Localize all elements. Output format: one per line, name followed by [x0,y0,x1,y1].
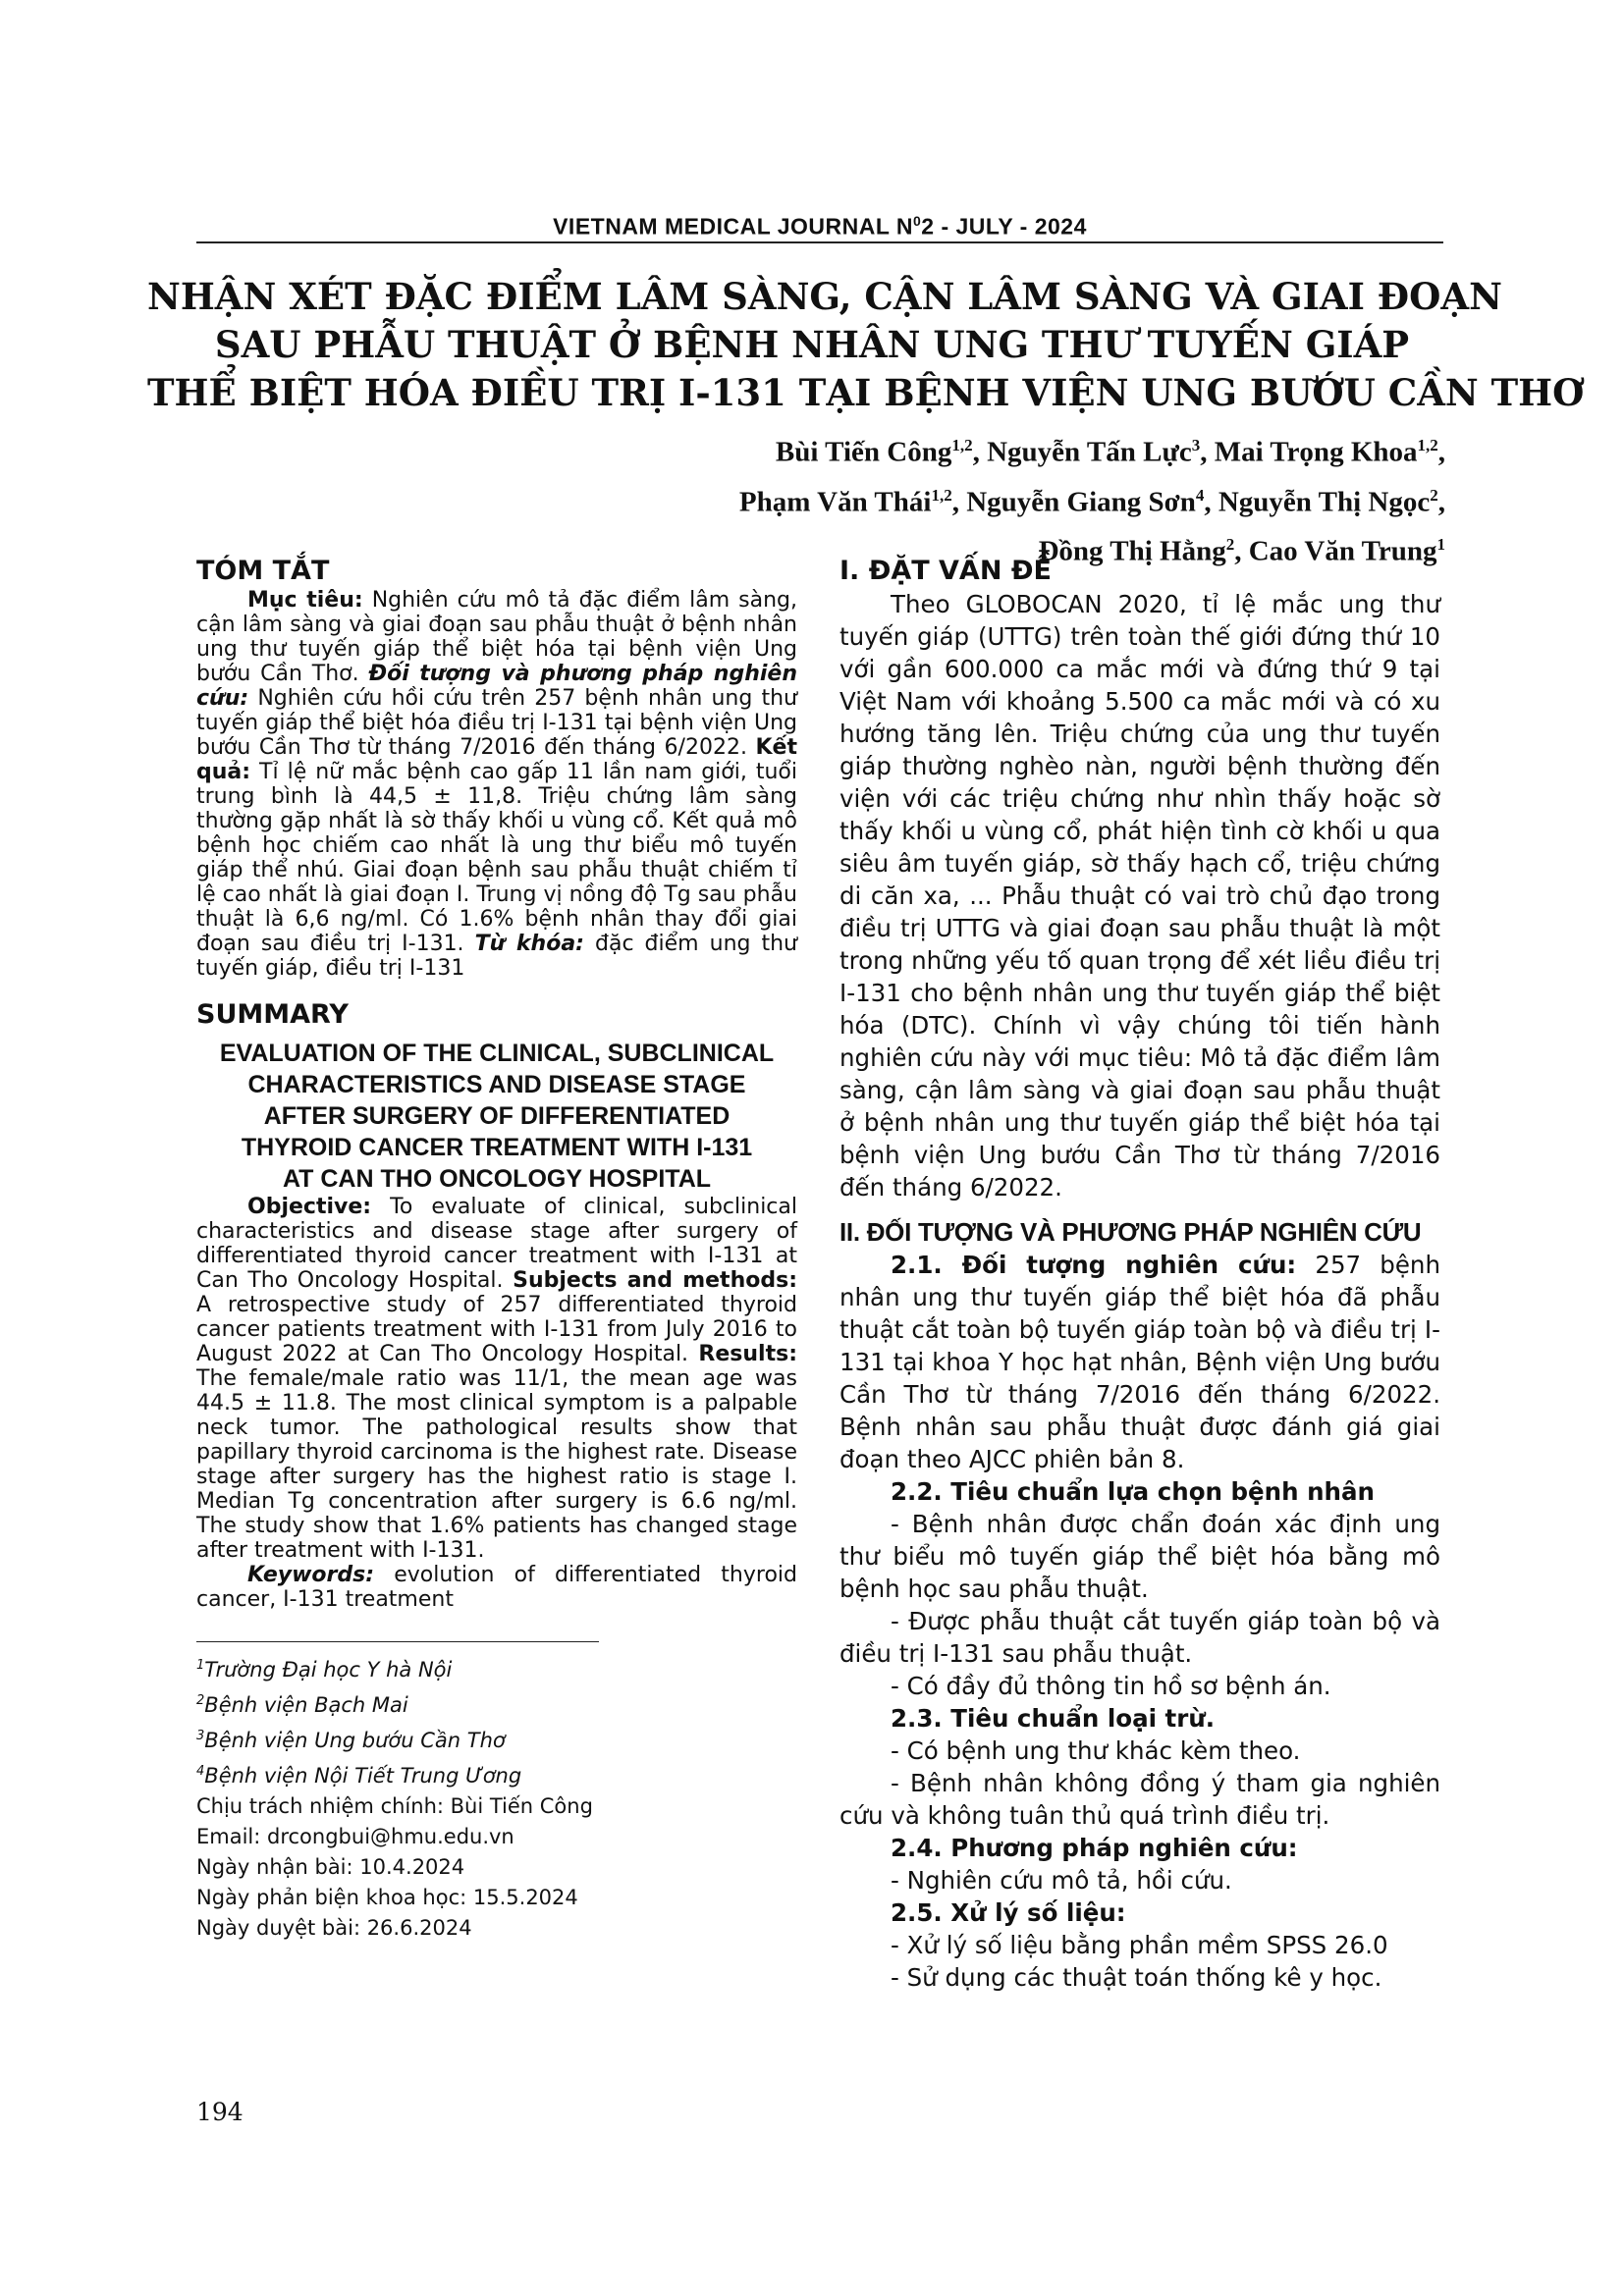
author-affiliation-sup: 1,2 [951,436,973,454]
results-label-vi: Kết quả: [196,735,797,784]
author-name: Bùi Tiến Công [775,436,952,468]
author-name: Phạm Văn Thái [738,486,932,518]
s25-heading: 2.5. Xử lý số liệu: [891,1898,1126,1927]
journal-name: VIETNAM MEDICAL JOURNAL N [553,213,913,240]
right-column [839,555,1440,1994]
s24-item: - Nghiên cứu mô tả, hồi cứu. [891,1866,1232,1895]
results-label-en: Results: [698,1342,797,1366]
footnote-sup: 4 [196,1764,205,1779]
methods-text-vi: Nghiên cứu hồi cứu trên 257 bệnh nhân ung thư tuyến giáp thể biệt hóa điều trị I-131 tại bệnh viện Ung bướu Cần Thơ từ tháng 7/2016 đến tháng 6/2022. [196,686,797,760]
s22-heading: 2.2. Tiêu chuẩn lựa chọn bệnh nhân [891,1477,1375,1506]
author-affiliation-sup: 1,2 [931,485,952,505]
abstract-vi-body [196,588,797,981]
keywords-text-en: evolution of differentiated thyroid cancer, I-131 treatment [196,1563,797,1612]
abstract-vi-heading: TÓM TẮT [196,556,330,586]
left-column [196,555,797,1944]
s21-label: 2.1. Đối tượng nghiên cứu: [891,1251,1297,1279]
s23-item: - Có bệnh ung thư khác kèm theo. [891,1736,1301,1765]
summary-title-line: AT CAN THO ONCOLOGY HOSPITAL [282,1165,712,1193]
title-line: NHẬN XÉT ĐẶC ĐIỂM LÂM SÀNG, CẬN LÂM SÀNG VÀ GIAI ĐOẠN [147,275,1502,318]
footnote-sup: 3 [196,1729,205,1743]
footnote-sup: 2 [196,1693,205,1708]
author-line [739,474,1445,524]
summary-title-line: AFTER SURGERY OF DIFFERENTIATED [263,1102,731,1130]
methods-label-en: Subjects and methods: [513,1268,797,1293]
footnote-divider [196,1641,599,1642]
s22-item: - Được phẫu thuật cắt tuyến giáp toàn bộ và điều trị I-131 sau phẫu thuật. [839,1607,1440,1668]
author-separator: , [1437,486,1445,518]
s22-item: - Có đầy đủ thông tin hồ sơ bệnh án. [891,1672,1331,1700]
summary-title-line: THYROID CANCER TREATMENT WITH I-131 [241,1134,753,1161]
methods-label-vi: Đối tượng và phương pháp nghiên cứu: [196,662,797,711]
keywords-text-vi: đặc điểm ung thư tuyến giáp, điều trị I-131 [196,932,797,981]
author-separator: , [1437,436,1445,468]
objective-text-en: To evaluate of clinical, subclinical characteristics and disease stage after surgery of differentiated thyroid cancer treatment with I-131 at Can Tho Oncology Hospital. [196,1195,797,1293]
author-name: Nguyễn Giang Sơn [966,486,1196,518]
summary-heading: SUMMARY [196,999,349,1030]
author-affiliation-sup: 1,2 [1417,436,1438,454]
author-name: Cao Văn Trung [1248,535,1437,567]
author-affiliation-sup: 2 [1430,485,1438,505]
methods-heading: II. ĐỐI TƯỢNG VÀ PHƯƠNG PHÁP NGHIÊN CỨU [839,1217,1422,1247]
s23-heading: 2.3. Tiêu chuẩn loại trừ. [891,1704,1216,1733]
author-line [739,424,1445,474]
affiliation-footnote [196,1685,797,1721]
objective-label-en: Objective: [247,1195,372,1219]
header-divider [196,241,1443,243]
summary-title-line: EVALUATION OF THE CLINICAL, SUBCLINICAL [219,1040,775,1067]
author-separator: , [951,486,967,518]
page-number: 194 [196,2098,244,2126]
corresponding-author: Chịu trách nhiệm chính: Bùi Tiến Công [196,1794,593,1818]
objective-text-vi: Nghiên cứu mô tả đặc điểm lâm sàng, cận lâm sàng và giai đoạn sau phẫu thuật ở bệnh nhân ung thư tuyến giáp thể biệt hóa tại bệnh viện Ung bướu Cần Thơ. [196,588,797,686]
s22-item: - Bệnh nhân được chẩn đoán xác định ung thư biểu mô tuyến giáp thể biệt hóa bằng mô bệnh học sau phẫu thuật. [839,1510,1440,1603]
author-list [739,424,1445,573]
footnote-text: Trường Đại học Y hà Nội [204,1658,453,1682]
results-text-en: The female/male ratio was 11/1, the mean age was 44.5 ± 11.8. The most clinical symptom is a palpable neck tumor. The pathological results show that papillary thyroid carcinoma is the highest rate. Disease stage after surgery has the highest ratio is stage I. Median Tg concentration after surgery is 6.6 ng/ml. The study show that 1.6% patients has changed stage after treatment with I-131. [196,1366,797,1563]
s24-heading: 2.4. Phương pháp nghiên cứu: [891,1834,1298,1862]
methods-text-en: A retrospective study of 257 differentiated thyroid cancer patients treatment with I-131 from July 2016 to August 2022 at Can Tho Oncology Hospital. [196,1293,797,1366]
author-affiliation-sup: 1 [1436,535,1445,555]
journal-header [196,213,1443,240]
affiliation-footnote [196,1721,797,1756]
author-affiliation-sup: 3 [1191,436,1201,454]
affiliation-footnote [196,1650,797,1685]
journal-issue: 2 - JULY - 2024 [921,213,1087,240]
author-name: Nguyễn Tấn Lực [987,436,1192,468]
author-separator: , [1204,486,1218,518]
date-accepted: Ngày duyệt bài: 26.6.2024 [196,1916,472,1940]
author-separator: , [1200,436,1215,468]
author-name: Đồng Thị Hằng [1038,535,1226,567]
s21-text: 257 bệnh nhân ung thư tuyến giáp thể biệt hóa đã phẫu thuật cắt toàn bộ tuyến giáp toàn bộ và điều trị I-131 tại khoa Y học hạt nhân, Bệnh viện Ung bướu Cần Thơ từ tháng 7/2016 đến tháng 6/2022. Bệnh nhân sau phẫu thuật được đánh giá giai đoạn theo AJCC phiên bản 8. [839,1251,1440,1473]
s25-item: - Sử dụng các thuật toán thống kê y học. [891,1963,1382,1992]
author-separator: , [972,436,988,468]
objective-label-vi: Mục tiêu: [247,588,363,613]
author-name: Mai Trọng Khoa [1214,436,1418,468]
date-reviewed: Ngày phản biện khoa học: 15.5.2024 [196,1886,578,1909]
s25-item: - Xử lý số liệu bằng phần mềm SPSS 26.0 [891,1931,1388,1959]
title-line: THỂ BIỆT HÓA ĐIỀU TRỊ I-131 TẠI BỆNH VIỆN UNG BƯỚU CẦN THƠ [147,371,1585,414]
author-name: Nguyễn Thị Ngọc [1218,486,1431,518]
date-received: Ngày nhận bài: 10.4.2024 [196,1855,465,1879]
footnote-text: Bệnh viện Nội Tiết Trung Ương [204,1764,522,1788]
title-line: SAU PHẪU THUẬT Ở BỆNH NHÂN UNG THƯ TUYẾN GIÁP [214,323,1410,366]
affiliation-footnote [196,1756,797,1791]
abstract-en-body [196,1195,797,1563]
keywords-label-vi: Từ khóa: [474,932,584,956]
article-title [147,273,1585,417]
s21-paragraph [839,1249,1440,1475]
abstract-en-keywords [196,1563,797,1612]
keywords-label-en: Keywords: [247,1563,375,1587]
email: Email: drcongbui@hmu.edu.vn [196,1825,514,1848]
footnote-text: Bệnh viện Ung bướu Cần Thơ [204,1729,506,1752]
author-affiliation-sup: 2 [1225,535,1235,555]
author-separator: , [1234,535,1249,567]
summary-title-line: CHARACTERISTICS AND DISEASE STAGE [247,1071,746,1098]
intro-heading: I. ĐẶT VẤN ĐỀ [839,556,1052,586]
footnote-text: Bệnh viện Bạch Mai [204,1693,408,1717]
intro-paragraph: Theo GLOBOCAN 2020, tỉ lệ mắc ung thư tuyến giáp (UTTG) trên toàn thế giới đứng thứ 10 với gần 600.000 ca mắc mới và đứng thứ 9 tại Việt Nam với khoảng 5.500 ca mắc mới và có xu hướng tăng lên. Triệu chứng của ung thư tuyến giáp thường nghèo nàn, người bệnh thường đến viện với các triệu chứng như nhìn thấy hoặc sờ thấy khối u vùng cổ, phát hiện tình cờ khối u qua siêu âm tuyến giáp, sờ thấy hạch cổ, triệu chứng di căn xa, ... Phẫu thuật có vai trò chủ đạo trong điều trị UTTG và giai đoạn sau phẫu thuật là một trong những yếu tố quan trọng để xét liều điều trị I-131 cho bệnh nhân ung thư tuyến giáp thể biệt hóa (DTC). Chính vì vậy chúng tôi tiến hành nghiên cứu này với mục tiêu: Mô tả đặc điểm lâm sàng, cận lâm sàng và giai đoạn sau phẫu thuật ở bệnh nhân ung thư tuyến giáp thể biệt hóa tại bệnh viện Ung bướu Cần Thơ từ tháng 7/2016 đến tháng 6/2022. [839,590,1440,1201]
summary-title [196,1038,797,1195]
s23-item: - Bệnh nhân không đồng ý tham gia nghiên cứu và không tuân thủ quá trình điều trị. [839,1769,1440,1830]
journal-no-sup: 0 [912,213,922,229]
footnote-sup: 1 [196,1658,205,1673]
results-text-vi: Tỉ lệ nữ mắc bệnh cao gấp 11 lần nam giới, tuổi trung bình là 44,5 ± 11,8. Triệu chứng lâm sàng thường gặp nhất là sờ thấy khối u vùng cổ. Kết quả mô bệnh học chiếm cao nhất là ung thư biểu mô tuyến giáp thể nhú. Giai đoạn bệnh sau phẫu thuật chiếm tỉ lệ cao nhất là giai đoạn I. Trung vị nồng độ Tg sau phẫu thuật là 6,6 ng/ml. Có 1.6% bệnh nhân thay đổi giai đoạn sau điều trị I-131. [196,760,797,956]
author-affiliation-sup: 4 [1195,485,1205,505]
